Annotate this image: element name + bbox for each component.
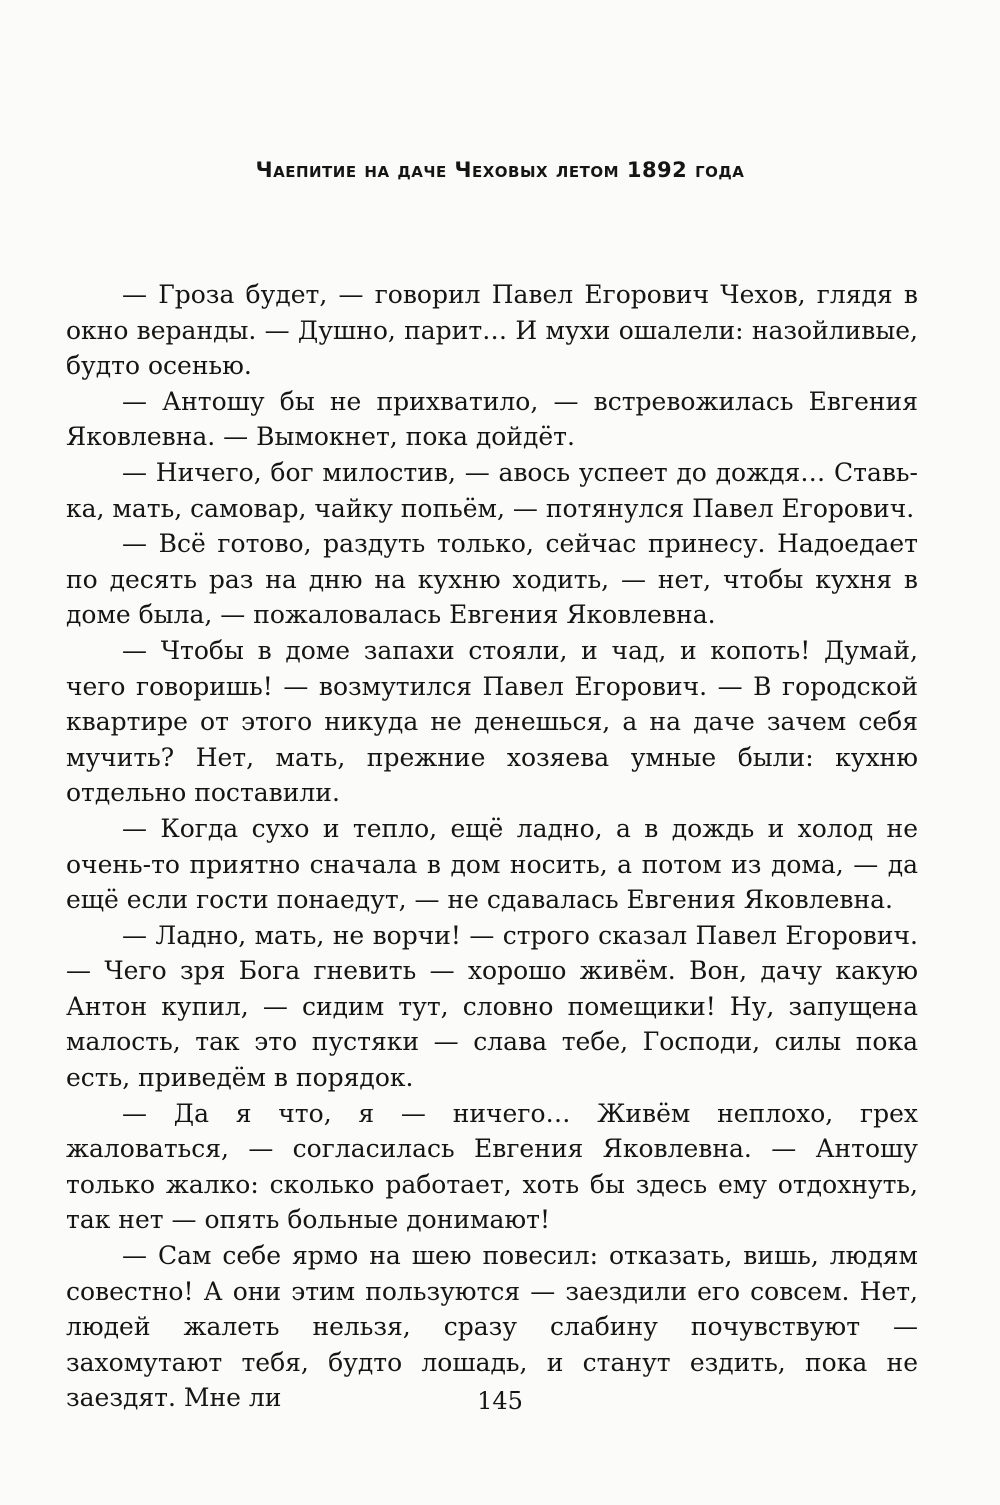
paragraph: — Чтобы в доме запахи стояли, и чад, и копоть! Думай, чего говоришь! — возмутился Павел Егорович. — В городской квартире от этого никуда не денешься, а на даче зачем себя мучить? Нет, мать, прежние хозяева умные были: кухню отдельно поставили. xyxy=(66,635,918,808)
chapter-body xyxy=(66,277,918,1416)
paragraph: — Ладно, мать, не ворчи! — строго сказал Павел Егорович. — Чего зря Бога гневить — хорошо живём. Вон, дачу какую Антон купил, — сидим тут, словно помещики! Ну, запущена малость, так это пустяки — слава тебе, Господи, силы пока есть, приведём в порядок. xyxy=(66,920,918,1093)
page-number: 145 xyxy=(477,1387,523,1415)
paragraph: — Ничего, бог милостив, — авось успеет до дождя… Ставь-ка, мать, самовар, чайку попьём, — потянулся Павел Егорович. xyxy=(66,457,918,523)
chapter-title: Чаепитие на даче Чеховых летом 1892 года xyxy=(255,158,745,182)
paragraph: — Да я что, я — ничего… Живём неплохо, грех жаловаться, — согласилась Евгения Яковлевна. — Антошу только жалко: сколько работает, хоть бы здесь ему отдохнуть, так нет — опять больные донимают! xyxy=(66,1098,918,1235)
paragraph: — Антошу бы не прихватило, — встревожилась Евгения Яковлевна. — Вымокнет, пока дойдёт. xyxy=(66,386,918,452)
paragraph: — Сам себе ярмо на шею повесил: отказать, вишь, людям совестно! А они этим пользуются — заездили его совсем. Нет, людей жалеть нельзя, сразу слабину почувствуют — захомутают тебя, будто лошадь, и станут ездить, пока не заездят. Мне ли xyxy=(66,1241,918,1413)
paragraph: — Всё готово, раздуть только, сейчас принесу. Надоедает по десять раз на дню на кухню ходить, — нет, чтобы кухня в доме была, — пожаловалась Евгения Яковлевна. xyxy=(66,529,918,630)
paragraph: — Когда сухо и тепло, ещё ладно, а в дождь и холод не очень-то приятно сначала в дом носить, а потом из дома, — да ещё если гости понаедут, — не сдавалась Евгения Яковлевна. xyxy=(66,813,918,915)
paragraph: — Гроза будет, — говорил Павел Егорович Чехов, глядя в окно веранды. — Душно, парит… И мухи ошалели: назойливые, будто осенью. xyxy=(66,280,918,381)
